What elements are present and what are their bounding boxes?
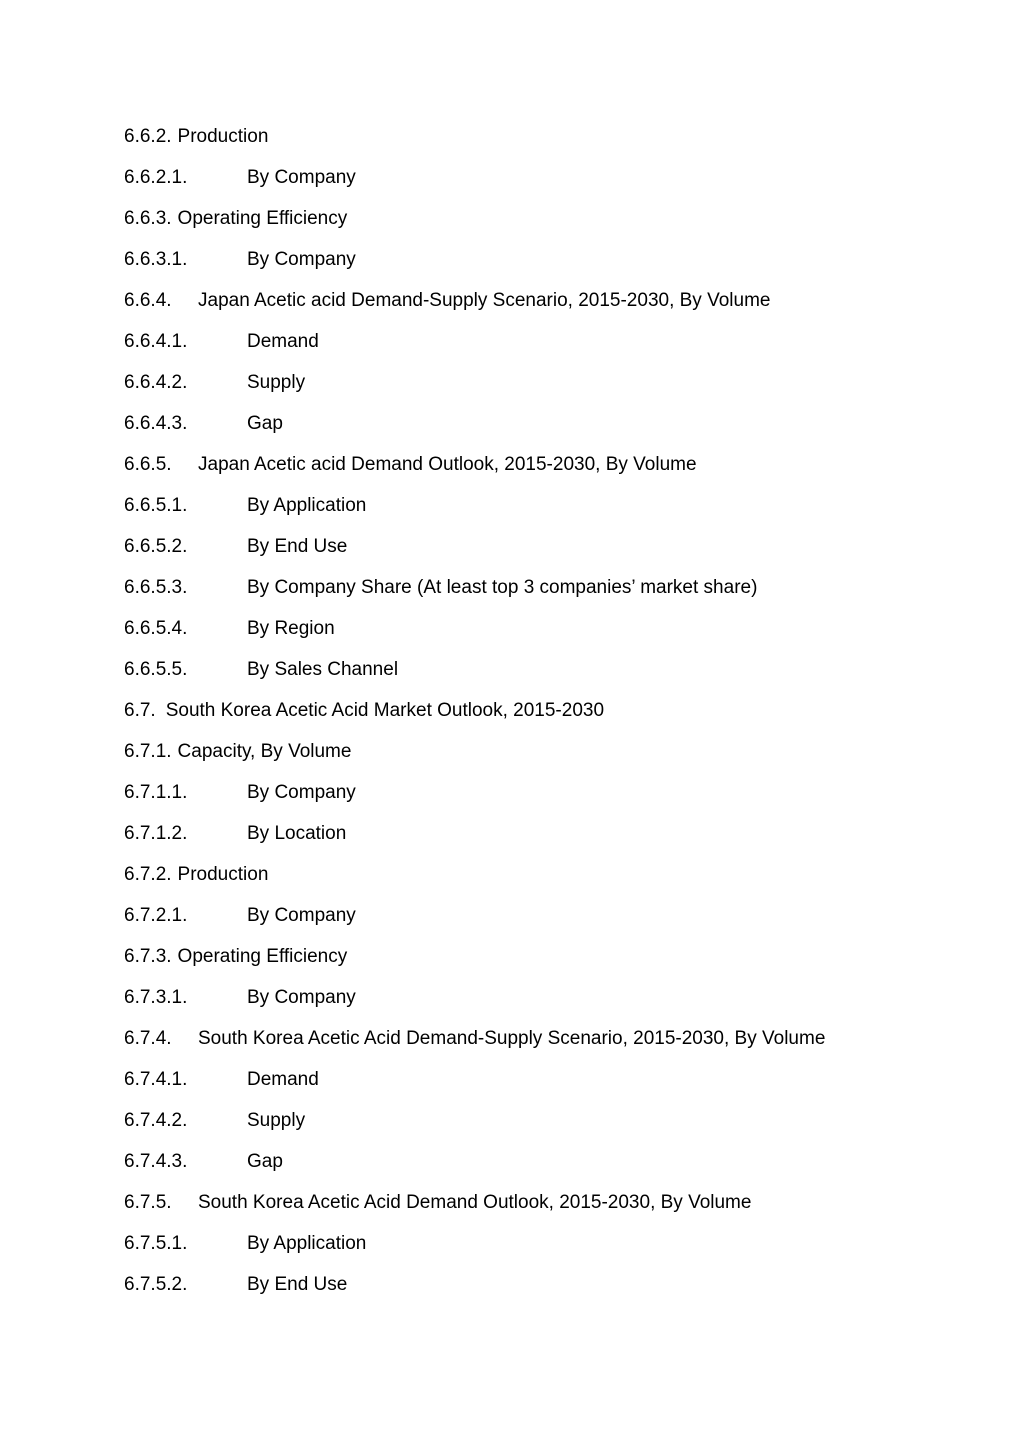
toc-entry-number: 6.7.4.2. bbox=[124, 1110, 188, 1131]
toc-entry bbox=[124, 207, 944, 248]
toc-entry-number: 6.6.4. bbox=[124, 290, 172, 311]
toc-entry-number: 6.6.3. bbox=[124, 208, 172, 229]
toc-entry bbox=[124, 740, 944, 781]
toc-entry-number: 6.6.5.2. bbox=[124, 536, 188, 557]
toc-entry-title: By Location bbox=[247, 823, 347, 844]
toc-entry-title: Gap bbox=[247, 1151, 283, 1172]
toc-entry-title: Operating Efficiency bbox=[177, 946, 348, 967]
toc-entry bbox=[124, 166, 944, 207]
toc-entry bbox=[124, 1191, 944, 1232]
toc-entry-title: By Company bbox=[247, 987, 356, 1008]
toc-entry bbox=[124, 986, 944, 1027]
toc-entry bbox=[124, 781, 944, 822]
toc-entry-number: 6.7.5. bbox=[124, 1192, 172, 1213]
toc-entry bbox=[124, 904, 944, 945]
toc-entry-number: 6.7. bbox=[124, 700, 156, 721]
toc-entry-title: Supply bbox=[247, 1110, 306, 1131]
toc-entry-title: Production bbox=[177, 864, 269, 885]
toc-entry-number: 6.6.5. bbox=[124, 454, 172, 475]
toc-entry-title: Demand bbox=[247, 1069, 319, 1090]
toc-entry-title: Supply bbox=[247, 372, 306, 393]
toc-entry-title: South Korea Acetic Acid Demand Outlook, 2015-2030, By Volume bbox=[198, 1192, 752, 1213]
toc-entry-title: By Company bbox=[247, 905, 356, 926]
toc-entry-number: 6.7.1.2. bbox=[124, 823, 188, 844]
toc-entry-number: 6.6.3.1. bbox=[124, 249, 188, 270]
toc-entry-number: 6.7.4. bbox=[124, 1028, 172, 1049]
toc-entry-number: 6.7.5.1. bbox=[124, 1233, 188, 1254]
toc-entry-number: 6.7.4.1. bbox=[124, 1069, 188, 1090]
toc-entry-number: 6.6.5.5. bbox=[124, 659, 188, 680]
toc-entry bbox=[124, 248, 944, 289]
toc-entry-title: Production bbox=[177, 126, 269, 147]
toc-entry bbox=[124, 1273, 944, 1314]
toc-entry-title: By Company bbox=[247, 782, 356, 803]
toc-entry-number: 6.6.4.3. bbox=[124, 413, 188, 434]
table-of-contents bbox=[124, 125, 944, 1314]
toc-entry-title: By Sales Channel bbox=[247, 659, 399, 680]
toc-entry bbox=[124, 863, 944, 904]
toc-entry-title: Japan Acetic acid Demand Outlook, 2015-2030, By Volume bbox=[198, 454, 697, 475]
toc-entry-title: By Company Share (At least top 3 companies’ market share) bbox=[247, 577, 758, 598]
toc-entry bbox=[124, 1068, 944, 1109]
toc-entry-title: Demand bbox=[247, 331, 319, 352]
toc-entry-title: By Company bbox=[247, 167, 356, 188]
toc-entry-number: 6.6.5.4. bbox=[124, 618, 188, 639]
toc-entry bbox=[124, 945, 944, 986]
toc-entry-number: 6.7.1. bbox=[124, 741, 172, 762]
toc-entry bbox=[124, 1027, 944, 1068]
toc-entry-title: Japan Acetic acid Demand-Supply Scenario, 2015-2030, By Volume bbox=[198, 290, 771, 311]
toc-entry-number: 6.7.2. bbox=[124, 864, 172, 885]
toc-entry-title: Capacity, By Volume bbox=[177, 741, 352, 762]
toc-entry bbox=[124, 535, 944, 576]
toc-entry-title: By End Use bbox=[247, 1274, 348, 1295]
toc-entry bbox=[124, 330, 944, 371]
toc-entry bbox=[124, 1232, 944, 1273]
toc-entry-number: 6.6.4.2. bbox=[124, 372, 188, 393]
toc-entry-number: 6.7.1.1. bbox=[124, 782, 188, 803]
toc-entry-number: 6.6.5.3. bbox=[124, 577, 188, 598]
toc-entry-title: By End Use bbox=[247, 536, 348, 557]
toc-entry bbox=[124, 494, 944, 535]
toc-entry-number: 6.6.5.1. bbox=[124, 495, 188, 516]
toc-entry bbox=[124, 453, 944, 494]
toc-entry bbox=[124, 658, 944, 699]
toc-entry bbox=[124, 289, 944, 330]
toc-entry bbox=[124, 576, 944, 617]
toc-entry-number: 6.7.3. bbox=[124, 946, 172, 967]
toc-entry-number: 6.7.3.1. bbox=[124, 987, 188, 1008]
toc-entry-title: Gap bbox=[247, 413, 283, 434]
toc-entry-number: 6.6.2. bbox=[124, 126, 172, 147]
toc-entry-number: 6.7.2.1. bbox=[124, 905, 188, 926]
toc-entry-title: By Application bbox=[247, 495, 367, 516]
toc-entry bbox=[124, 1109, 944, 1150]
toc-entry bbox=[124, 699, 944, 740]
toc-entry-number: 6.6.4.1. bbox=[124, 331, 188, 352]
toc-entry-title: By Company bbox=[247, 249, 356, 270]
toc-entry-title: South Korea Acetic Acid Market Outlook, 2015-2030 bbox=[165, 700, 605, 721]
toc-entry bbox=[124, 1150, 944, 1191]
toc-entry-number: 6.6.2.1. bbox=[124, 167, 188, 188]
toc-entry bbox=[124, 371, 944, 412]
toc-entry bbox=[124, 125, 944, 166]
toc-entry-number: 6.7.4.3. bbox=[124, 1151, 188, 1172]
toc-entry-title: Operating Efficiency bbox=[177, 208, 348, 229]
toc-entry-number: 6.7.5.2. bbox=[124, 1274, 188, 1295]
toc-entry-title: By Region bbox=[247, 618, 335, 639]
toc-entry-title: By Application bbox=[247, 1233, 367, 1254]
toc-entry bbox=[124, 822, 944, 863]
toc-entry bbox=[124, 617, 944, 658]
toc-entry-title: South Korea Acetic Acid Demand-Supply Scenario, 2015-2030, By Volume bbox=[198, 1028, 826, 1049]
toc-entry bbox=[124, 412, 944, 453]
